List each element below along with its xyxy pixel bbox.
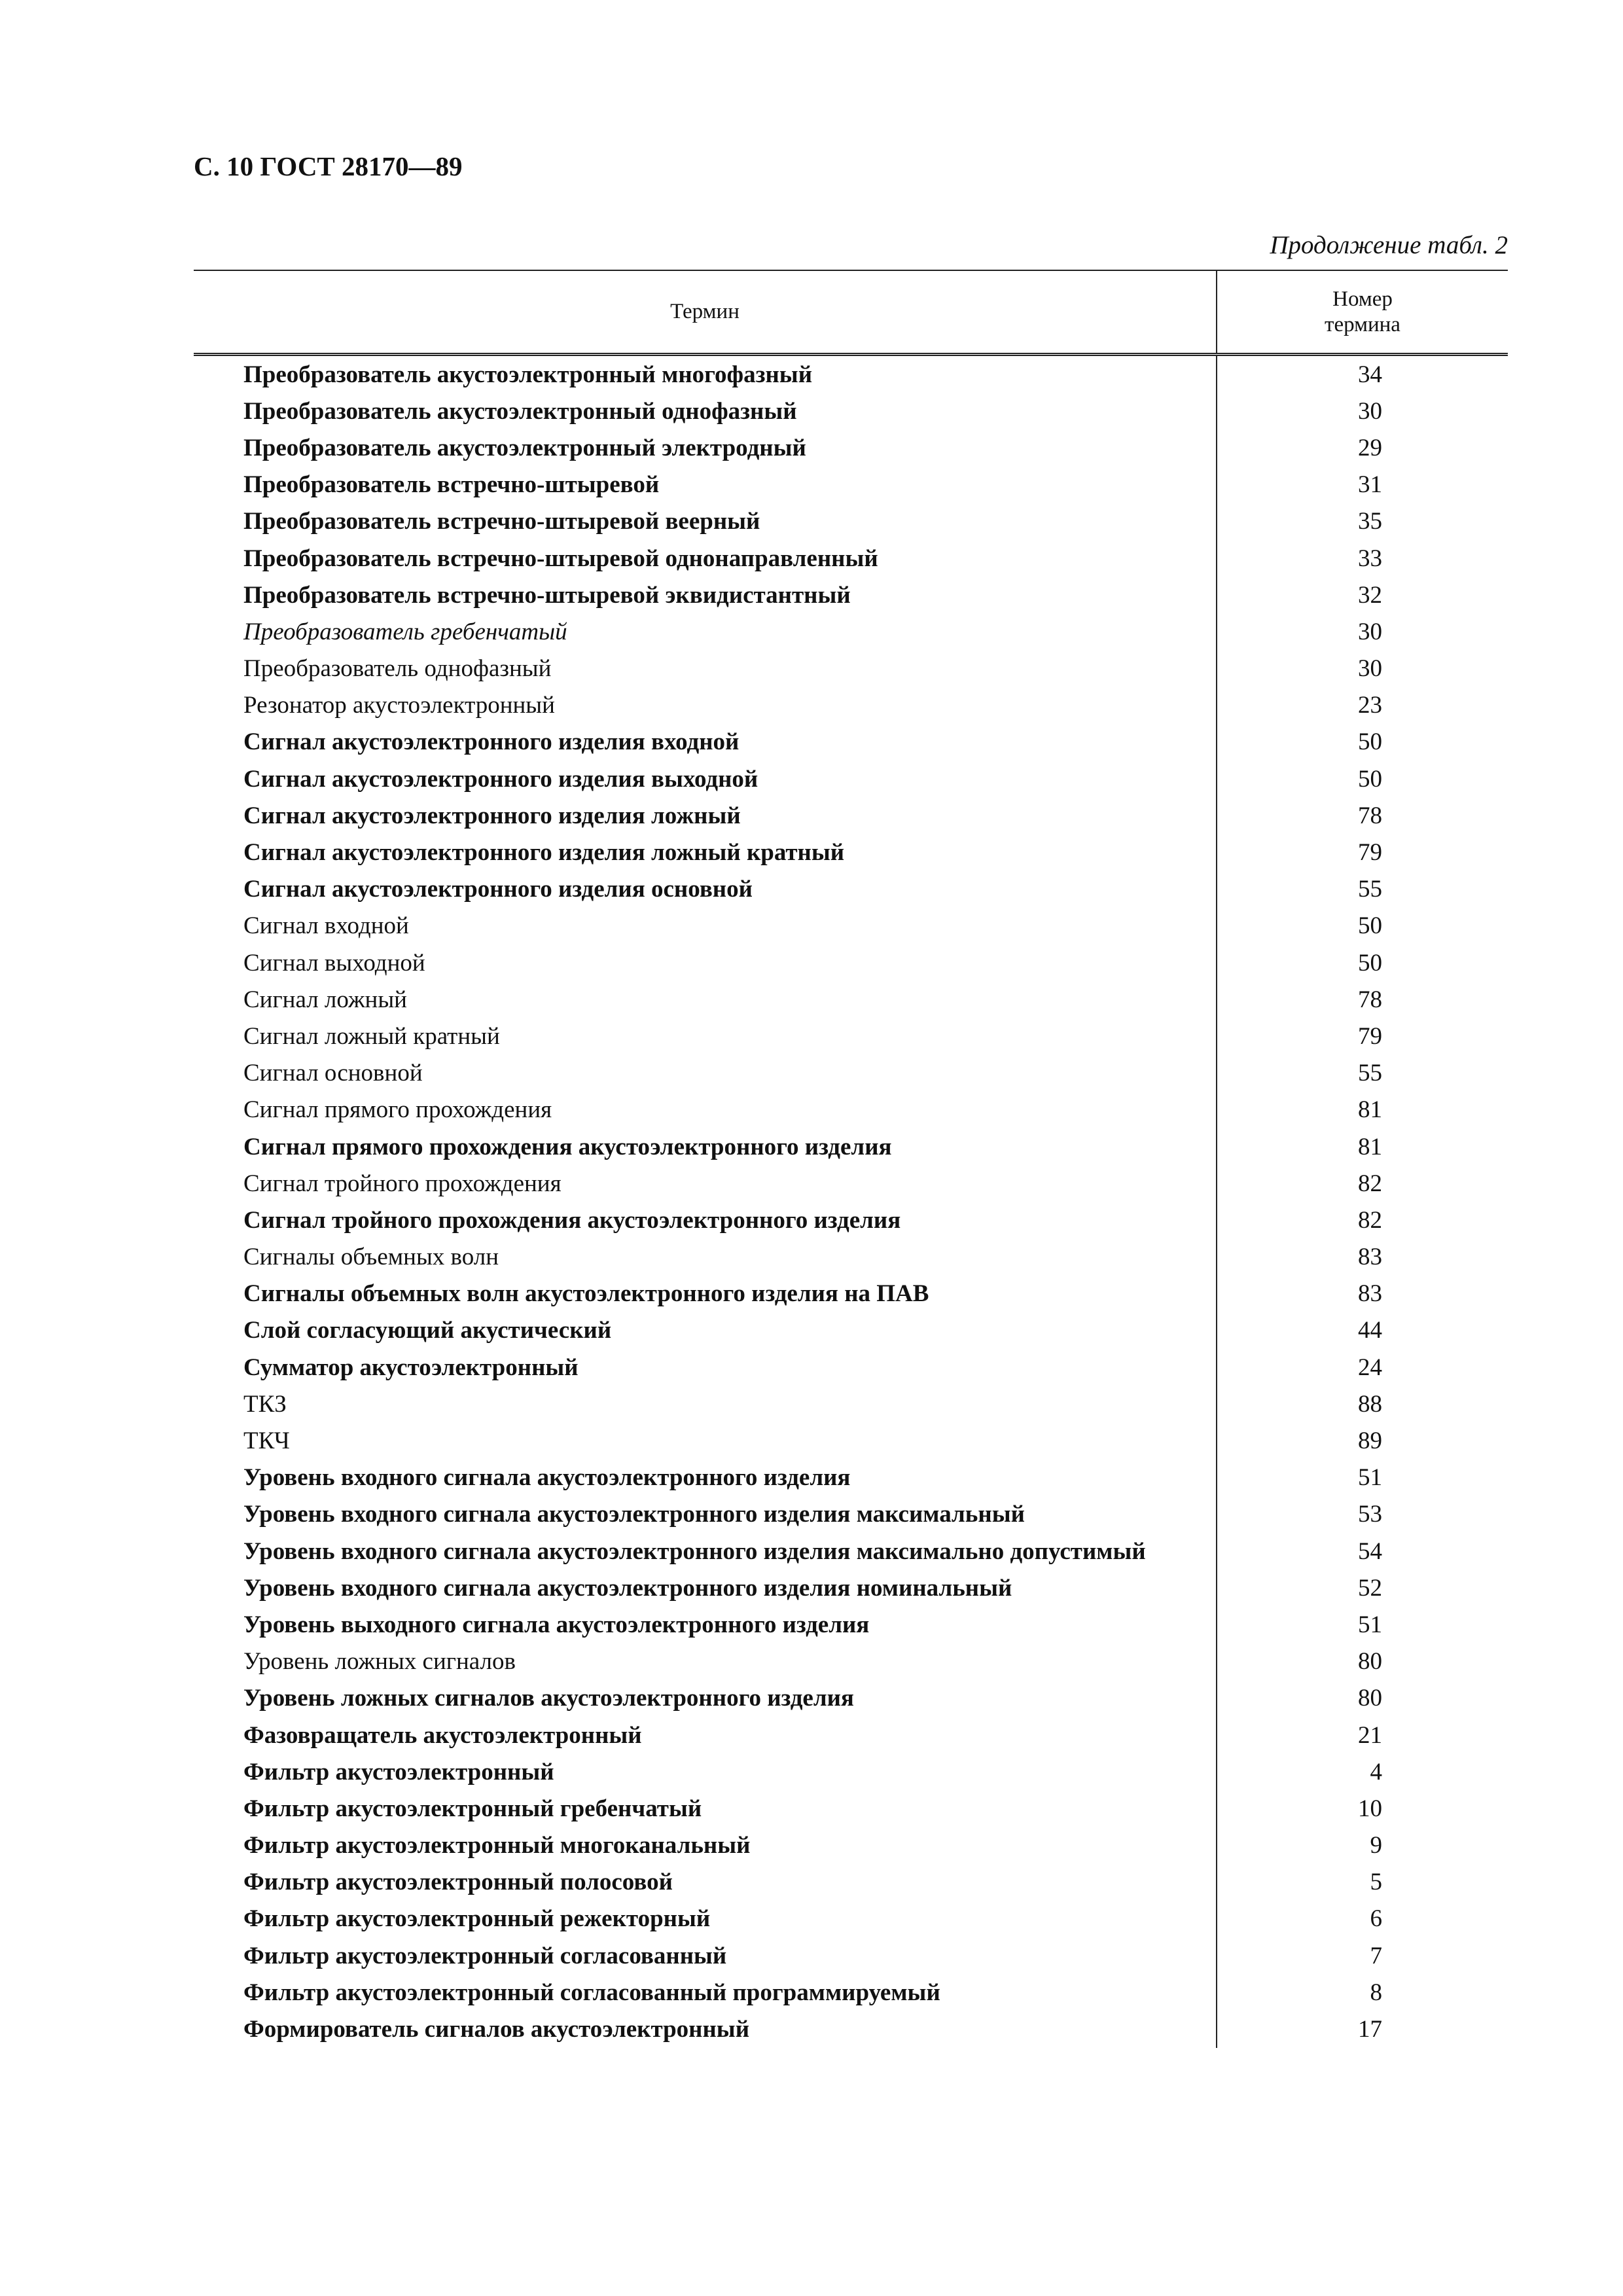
term-cell: Фильтр акустоэлектронный согласованный программируемый bbox=[243, 1979, 940, 2006]
term-number-cell: 35 bbox=[1358, 508, 1382, 535]
table-row bbox=[194, 761, 1508, 797]
term-number-cell: 10 bbox=[1358, 1795, 1382, 1822]
term-number-cell: 50 bbox=[1358, 728, 1382, 756]
term-number-cell: 51 bbox=[1358, 1464, 1382, 1492]
term-cell: Сигнал ложный кратный bbox=[243, 1022, 500, 1050]
term-cell: Сигнал прямого прохождения bbox=[243, 1096, 552, 1124]
term-cell: Преобразователь встречно-штыревой эквидистантный bbox=[243, 581, 851, 609]
table-row bbox=[194, 908, 1508, 944]
term-cell: Сигнал входной bbox=[243, 912, 409, 940]
term-cell: Уровень входного сигнала акустоэлектронного изделия bbox=[243, 1464, 851, 1492]
table-row bbox=[194, 1790, 1508, 1827]
table-row bbox=[194, 1827, 1508, 1864]
term-number-cell: 17 bbox=[1358, 2016, 1382, 2043]
table-row bbox=[194, 1901, 1508, 1937]
table-row bbox=[194, 540, 1508, 577]
table-row bbox=[194, 724, 1508, 761]
term-cell: Фильтр акустоэлектронный полосовой bbox=[243, 1869, 673, 1896]
table-row bbox=[194, 1202, 1508, 1238]
term-number-cell: 80 bbox=[1358, 1685, 1382, 1712]
term-number-cell: 89 bbox=[1358, 1427, 1382, 1455]
table-row bbox=[194, 687, 1508, 724]
term-number-cell: 51 bbox=[1358, 1611, 1382, 1638]
term-number-cell: 31 bbox=[1358, 471, 1382, 499]
table-row bbox=[194, 871, 1508, 908]
table-row bbox=[194, 1864, 1508, 1901]
term-number-cell: 83 bbox=[1358, 1244, 1382, 1271]
term-cell: Фильтр акустоэлектронный согласованный bbox=[243, 1942, 727, 1969]
term-cell: Преобразователь гребенчатый bbox=[243, 618, 567, 645]
table-row bbox=[194, 797, 1508, 834]
term-number-cell: 30 bbox=[1358, 655, 1382, 683]
table-row bbox=[194, 577, 1508, 613]
table-row bbox=[194, 1753, 1508, 1790]
term-cell: Фильтр акустоэлектронный bbox=[243, 1758, 554, 1785]
table-row bbox=[194, 1312, 1508, 1349]
term-number-cell: 53 bbox=[1358, 1501, 1382, 1528]
table-row bbox=[194, 1570, 1508, 1606]
term-cell: Сумматор акустоэлектронный bbox=[243, 1354, 579, 1381]
term-number-cell: 9 bbox=[1370, 1832, 1382, 1859]
table-row bbox=[194, 1276, 1508, 1312]
terms-index-table bbox=[194, 270, 1508, 2048]
term-number-cell: 24 bbox=[1358, 1354, 1382, 1381]
term-number-cell: 54 bbox=[1358, 1537, 1382, 1565]
table-row bbox=[194, 1239, 1508, 1276]
table-row bbox=[194, 1092, 1508, 1128]
column-header-number-line1: Номер bbox=[1332, 287, 1393, 311]
table-row bbox=[194, 356, 1508, 393]
term-number-cell: 33 bbox=[1358, 545, 1382, 572]
table-row bbox=[194, 1974, 1508, 2011]
term-cell: Уровень входного сигнала акустоэлектронного изделия максимальный bbox=[243, 1501, 1025, 1528]
term-number-cell: 50 bbox=[1358, 765, 1382, 793]
term-cell: Преобразователь однофазный bbox=[243, 655, 552, 683]
table-row bbox=[194, 1422, 1508, 1459]
column-divider bbox=[1216, 356, 1217, 2048]
term-number-cell: 7 bbox=[1370, 1942, 1382, 1969]
term-cell: Сигнал тройного прохождения акустоэлектронного изделия bbox=[243, 1206, 901, 1234]
term-number-cell: 55 bbox=[1358, 1060, 1382, 1087]
term-cell: Сигналы объемных волн bbox=[243, 1244, 499, 1271]
term-number-cell: 44 bbox=[1358, 1317, 1382, 1344]
term-cell: Уровень ложных сигналов bbox=[243, 1648, 516, 1676]
term-number-cell: 5 bbox=[1370, 1869, 1382, 1896]
term-number-cell: 21 bbox=[1358, 1721, 1382, 1749]
term-cell: Фазовращатель акустоэлектронный bbox=[243, 1721, 642, 1749]
term-cell: Сигнал прямого прохождения акустоэлектронного изделия bbox=[243, 1133, 892, 1160]
term-number-cell: 83 bbox=[1358, 1280, 1382, 1308]
table-row bbox=[194, 467, 1508, 503]
table-row bbox=[194, 981, 1508, 1018]
term-cell: Сигнал тройного прохождения bbox=[243, 1170, 562, 1197]
term-cell: Сигналы объемных волн акустоэлектронного изделия на ПАВ bbox=[243, 1280, 929, 1308]
table-body bbox=[194, 356, 1508, 2048]
table-row bbox=[194, 1606, 1508, 1643]
page-header: С. 10 ГОСТ 28170—89 bbox=[194, 151, 463, 181]
term-number-cell: 50 bbox=[1358, 949, 1382, 977]
term-cell: Фильтр акустоэлектронный режекторный bbox=[243, 1905, 711, 1933]
term-cell: Фильтр акустоэлектронный гребенчатый bbox=[243, 1795, 702, 1822]
column-header-term: Термин bbox=[670, 300, 740, 323]
term-number-cell: 82 bbox=[1358, 1206, 1382, 1234]
table-row bbox=[194, 1533, 1508, 1570]
table-row bbox=[194, 1460, 1508, 1496]
term-number-cell: 29 bbox=[1358, 434, 1382, 461]
term-cell: Сигнал акустоэлектронного изделия ложный bbox=[243, 802, 741, 829]
term-cell: ТКЧ bbox=[243, 1427, 290, 1455]
term-cell: Сигнал акустоэлектронного изделия входной bbox=[243, 728, 740, 756]
term-number-cell: 30 bbox=[1358, 618, 1382, 645]
term-number-cell: 8 bbox=[1370, 1979, 1382, 2006]
term-number-cell: 4 bbox=[1370, 1758, 1382, 1785]
term-number-cell: 79 bbox=[1358, 839, 1382, 867]
column-header-number-line2: термина bbox=[1325, 312, 1400, 336]
term-cell: Уровень ложных сигналов акустоэлектронного изделия bbox=[243, 1685, 854, 1712]
term-number-cell: 81 bbox=[1358, 1096, 1382, 1124]
term-cell: Преобразователь встречно-штыревой веерный bbox=[243, 508, 760, 535]
term-cell: Формирователь сигналов акустоэлектронный bbox=[243, 2016, 750, 2043]
term-cell: Фильтр акустоэлектронный многоканальный bbox=[243, 1832, 751, 1859]
term-cell: Сигнал ложный bbox=[243, 986, 407, 1013]
table-row bbox=[194, 2011, 1508, 2047]
table-row bbox=[194, 613, 1508, 650]
table-row bbox=[194, 1128, 1508, 1165]
table-header bbox=[194, 271, 1508, 353]
term-cell: Преобразователь акустоэлектронный электродный bbox=[243, 434, 806, 461]
term-number-cell: 6 bbox=[1370, 1905, 1382, 1933]
term-cell: Сигнал выходной bbox=[243, 949, 425, 977]
term-cell: ТКЗ bbox=[243, 1390, 287, 1418]
term-number-cell: 80 bbox=[1358, 1648, 1382, 1676]
table-row bbox=[194, 1018, 1508, 1054]
table-row bbox=[194, 651, 1508, 687]
table-row bbox=[194, 1680, 1508, 1717]
table-row bbox=[194, 1349, 1508, 1386]
table-continuation-label: Продолжение табл. 2 bbox=[1270, 231, 1508, 259]
term-cell: Сигнал акустоэлектронного изделия выходной bbox=[243, 765, 758, 793]
term-number-cell: 34 bbox=[1358, 361, 1382, 388]
term-cell: Резонатор акустоэлектронный bbox=[243, 692, 555, 719]
term-number-cell: 23 bbox=[1358, 692, 1382, 719]
table-row bbox=[194, 1055, 1508, 1092]
term-number-cell: 32 bbox=[1358, 581, 1382, 609]
term-cell: Сигнал основной bbox=[243, 1060, 423, 1087]
term-number-cell: 78 bbox=[1358, 802, 1382, 829]
term-cell: Сигнал акустоэлектронного изделия ложный кратный bbox=[243, 839, 845, 867]
term-number-cell: 79 bbox=[1358, 1022, 1382, 1050]
term-number-cell: 88 bbox=[1358, 1390, 1382, 1418]
table-row bbox=[194, 1937, 1508, 1974]
term-number-cell: 30 bbox=[1358, 397, 1382, 425]
table-row bbox=[194, 1165, 1508, 1202]
term-number-cell: 78 bbox=[1358, 986, 1382, 1013]
term-number-cell: 50 bbox=[1358, 912, 1382, 940]
term-cell: Слой согласующий акустический bbox=[243, 1317, 612, 1344]
term-cell: Уровень выходного сигнала акустоэлектронного изделия bbox=[243, 1611, 870, 1638]
term-cell: Преобразователь акустоэлектронный многофазный bbox=[243, 361, 813, 388]
table-row bbox=[194, 393, 1508, 429]
term-cell: Уровень входного сигнала акустоэлектронного изделия номинальный bbox=[243, 1574, 1012, 1602]
column-header-number bbox=[1217, 271, 1508, 353]
term-number-cell: 81 bbox=[1358, 1133, 1382, 1160]
term-cell: Преобразователь акустоэлектронный однофазный bbox=[243, 397, 797, 425]
term-number-cell: 82 bbox=[1358, 1170, 1382, 1197]
term-cell: Преобразователь встречно-штыревой bbox=[243, 471, 660, 499]
term-number-cell: 52 bbox=[1358, 1574, 1382, 1602]
table-row bbox=[194, 1643, 1508, 1680]
table-row bbox=[194, 1386, 1508, 1422]
term-cell: Преобразователь встречно-штыревой однонаправленный bbox=[243, 545, 878, 572]
term-cell: Сигнал акустоэлектронного изделия основной bbox=[243, 876, 753, 903]
table-row bbox=[194, 834, 1508, 870]
term-cell: Уровень входного сигнала акустоэлектронного изделия максимально допустимый bbox=[243, 1537, 1146, 1565]
table-row bbox=[194, 1717, 1508, 1753]
table-row bbox=[194, 503, 1508, 540]
term-number-cell: 55 bbox=[1358, 876, 1382, 903]
table-row bbox=[194, 429, 1508, 466]
table-row bbox=[194, 1496, 1508, 1533]
table-row bbox=[194, 944, 1508, 981]
